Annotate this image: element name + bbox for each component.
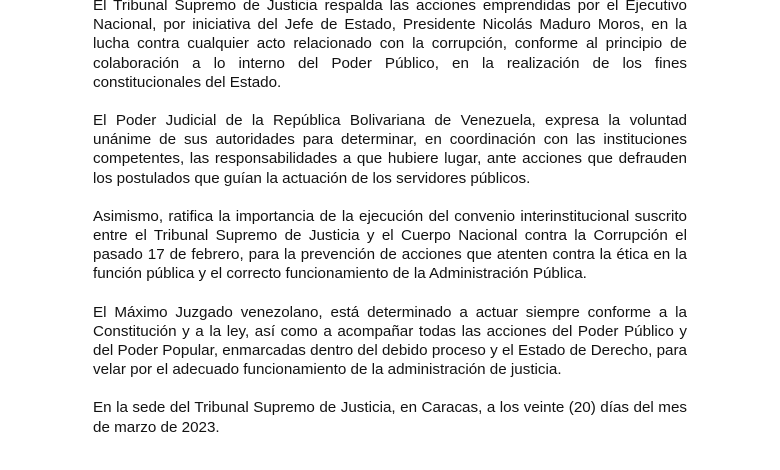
paragraph-maximo-juzgado: El Máximo Juzgado venezolano, está determinado a actuar siempre conforme a la Constitución y a la ley, así como a acompañar todas las acciones del Poder Público y del Poder Popular, enmarcadas dentro del debido proceso y el Estado de Derecho, para velar por el adecuado funcionamiento de la administración de justicia. — [93, 303, 687, 379]
paragraph-sede-fecha: En la sede del Tribunal Supremo de Justicia, en Caracas, a los veinte (20) días del mes de marzo de 2023. — [93, 399, 687, 436]
paragraph-poder-judicial: El Poder Judicial de la República Bolivariana de Venezuela, expresa la voluntad unánime de sus autoridades para determinar, en coordinación con las instituciones competentes, las responsabilidades a que hubiere lugar, ante acciones que defrauden los postulados que guían la actuación de los servidores públicos. — [93, 112, 687, 187]
paragraph-respaldo-ejecutivo: El Tribunal Supremo de Justicia respalda las acciones emprendidas por el Ejecutivo Nacional, por iniciativa del Jefe de Estado, Presidente Nicolás Maduro Moros, en la lucha contra cualquier acto relacionado con la corrupción, conforme al principio de colaboración a lo interno del Poder Público, en la realización de los fines constitucionales del Estado. — [93, 0, 687, 91]
document-body — [93, 0, 687, 456]
paragraph-convenio: Asimismo, ratifica la importancia de la ejecución del convenio interinstitucional suscrito entre el Tribunal Supremo de Justicia y el Cuerpo Nacional contra la Corrupción el pasado 17 de febrero, para la prevención de acciones que atenten contra la ética en la función pública y el correcto funcionamiento de la Administración Pública. — [93, 207, 687, 283]
